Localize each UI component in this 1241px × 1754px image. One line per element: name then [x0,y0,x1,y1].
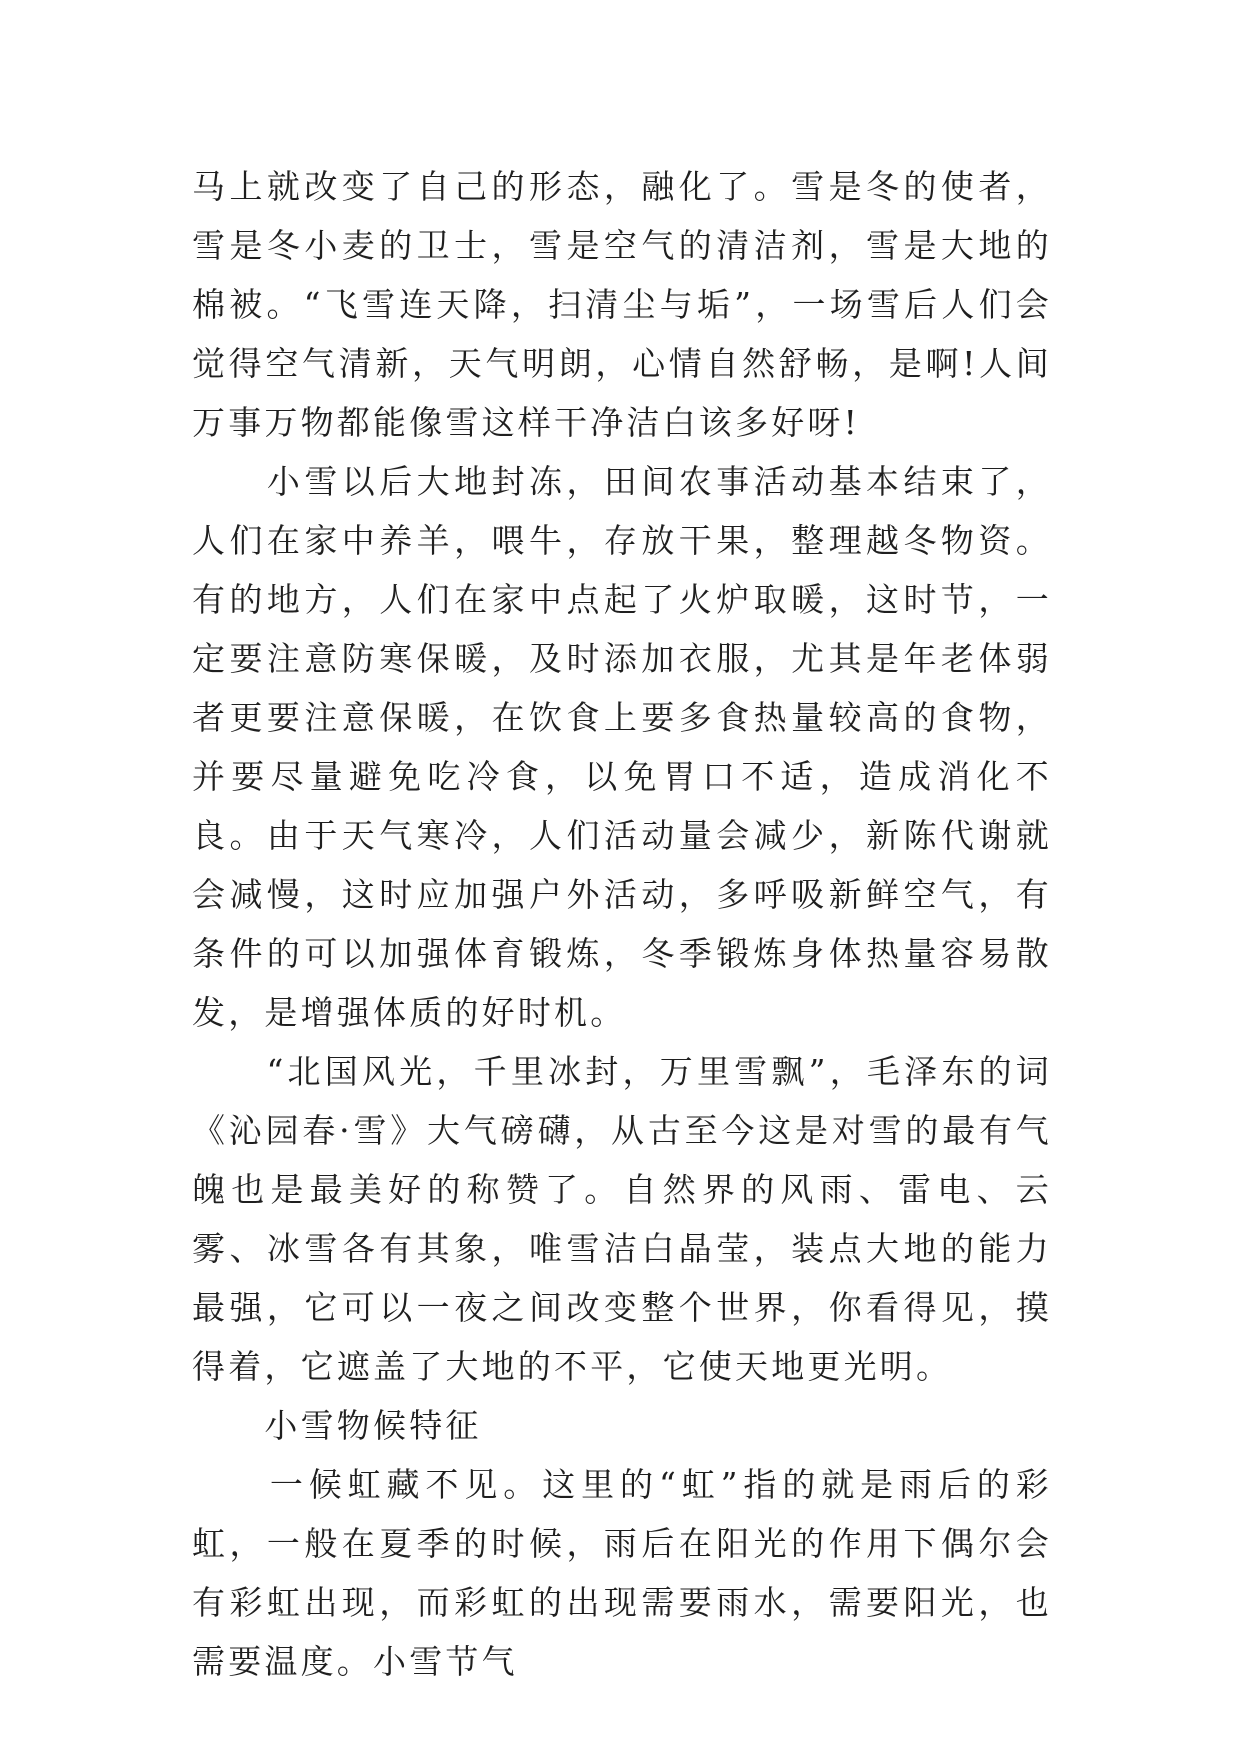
document-body [192,157,1052,1691]
paragraph-snow-description: 马上就改变了自己的形态，融化了。雪是冬的使者，雪是冬小麦的卫士，雪是空气的清洁剂，雪是大地的棉被。“飞雪连天降，扫清尘与垢”，一场雪后人们会觉得空气清新，天气明朗，心情自然舒畅，是啊!人间万事万物都能像雪这样干净洁白该多好呀! [192,167,1052,442]
paragraph-first-phenology: 一候虹藏不见。这里的“虹”指的就是雨后的彩虹，一般在夏季的时候，雨后在阳光的作用下偶尔会有彩虹出现，而彩虹的出现需要雨水，需要阳光，也需要温度。小雪节气 [192,1465,1052,1681]
paragraph-qinyuanchun: “北国风光，千里冰封，万里雪飘”，毛泽东的词《沁园春·雪》大气磅礴，从古至今这是对雪的最有气魄也是最美好的称赞了。自然界的风雨、雷电、云雾、冰雪各有其象，唯雪洁白晶莹，装点大地的能力最强，它可以一夜之间改变整个世界，你看得见，摸得着，它遮盖了大地的不平，它使天地更光明。 [192,1052,1052,1386]
section-heading-phenology: 小雪物候特征 [192,1406,482,1445]
paragraph-winter-life: 小雪以后大地封冻，田间农事活动基本结束了，人们在家中养羊，喂牛，存放干果，整理越冬物资。有的地方，人们在家中点起了火炉取暖，这时节，一定要注意防寒保暖，及时添加衣服，尤其是年老体弱者更要注意保暖，在饮食上要多食热量较高的食物，并要尽量避免吃冷食，以免胃口不适，造成消化不良。由于天气寒冷，人们活动量会减少，新陈代谢就会减慢，这时应加强户外活动，多呼吸新鲜空气，有条件的可以加强体育锻炼，冬季锻炼身体热量容易散发，是增强体质的好时机。 [192,462,1052,1032]
